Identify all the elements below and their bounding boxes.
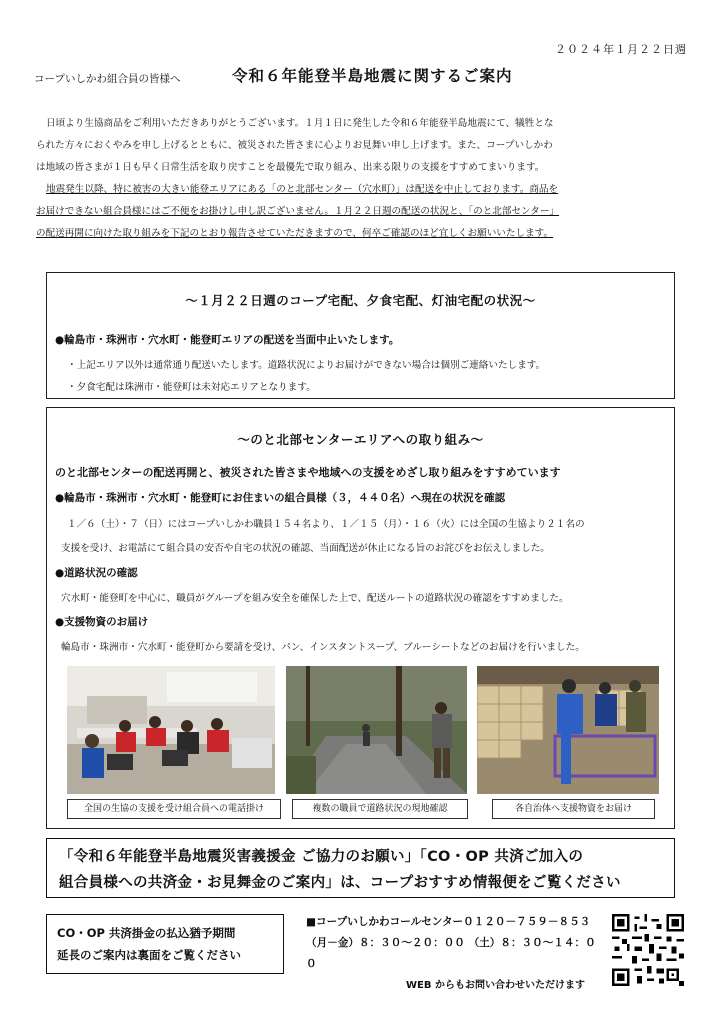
intro-line: は地域の皆さまが１日も早く日常生活を取り戻すことを最優先で取り組み、出来る限りの支援をすすめてまいります。 [36, 162, 545, 173]
intro-paragraph [36, 113, 692, 245]
intro-line: の配送再開に向けた取り組みを下記のとおり報告させていただきますので、何卒ご確認のほど宜しくお願いいたします。 [36, 228, 554, 239]
intro-line: 日頃より生協商品をご利用いただきありがとうございます。１月１日に発生した令和６年能登半島地震にて、犠牲とな [46, 118, 554, 129]
bullet-heading: ●輪島市・珠洲市・穴水町・能登町エリアの配送を当面中止いたします。 [55, 334, 400, 346]
banner-line: 組合員様への共済金・お見舞金のご案内」は、コープおすすめ情報便をご覧ください [59, 875, 621, 891]
body-line: 支援を受け、お電話にて組合員の安否や自宅の状況の確認、当面配送が休止になる旨のお詫びをお伝えしました。 [61, 543, 550, 554]
photo-caption: 各自治体へ支援物資をお届け [492, 799, 655, 819]
lead-text: のと北部センターの配送再開と、被災された皆さまや地域への支援をめざし取り組みをすすめています [55, 466, 561, 479]
intro-line: られた方々におくやみを申し上げるとともに、被災された皆さまに心よりお見舞い申し上げます。また、コープいしかわ [36, 140, 553, 151]
call-center-info [306, 912, 606, 996]
banner-line: 「令和６年能登半島地震災害義援金 ご協力のお願い」「CO・OP 共済ご加入の [59, 849, 584, 865]
call-center-photo [67, 666, 275, 794]
supply-delivery-photo [477, 666, 659, 794]
note-line: ・上記エリア以外は通常通り配送いたします。道路状況によりお届けができない場合は個別ご連絡いたします。 [67, 360, 546, 371]
bullet-heading: ●道路状況の確認 [55, 567, 138, 579]
addressee: コープいしかわ組合員の皆様へ [34, 73, 181, 85]
bullet-heading: ●支援物資のお届け [55, 616, 149, 628]
body-line: 輪島市・珠洲市・穴水町・能登町から要請を受け、パン、インスタントスープ、ブルーシートなどのお届けを行いました。 [61, 642, 585, 653]
notice-line: CO・OP 共済掛金の払込猶予期間 [57, 926, 236, 940]
road-check-photo [286, 666, 467, 794]
business-hours: （月－金）８：３０～２０：００ （土）８：３０～１４：００ [306, 937, 596, 970]
notice-line: 延長のご案内は裏面をご覧ください [57, 948, 241, 962]
phone-number[interactable]: ■コープいしかわコールセンター０１２０－７５９－８５３ [306, 916, 591, 928]
qr-code-icon[interactable] [612, 914, 684, 986]
noto-center-box [46, 407, 675, 829]
photo-caption: 全国の生協の支援を受け組合員への電話掛け [67, 799, 281, 819]
body-line: 穴水町・能登町を中心に、職員がグループを組み安全を確保した上で、配送ルートの道路状況の確認をすすめました。 [61, 593, 569, 604]
note-line: ・夕食宅配は珠洲市・能登町は未対応エリアとなります。 [67, 382, 316, 393]
donation-info-banner [46, 838, 675, 898]
intro-line: 地震発生以降、特に被害の大きい能登エリアにある「のと北部センター（穴水町）」は配送を中止しております。商品を [46, 184, 559, 195]
section-title: ～１月２２日週のコープ宅配、夕食宅配、灯油宅配の状況～ [185, 293, 536, 308]
intro-line: お届けできない組合員様にはご不便をお掛けし申し訳ございません。１月２２日週の配送の状況と、「のと北部センター」 [36, 206, 560, 217]
section-title: ～のと北部センターエリアへの取り組み～ [237, 432, 484, 447]
body-line: １／６（土）・７（日）にはコープいしかわ職員１５４名より、１／１５（月）・１６（火）には全国の生協より２１名の [67, 519, 585, 530]
delivery-status-box [46, 272, 675, 399]
payment-grace-notice [46, 914, 284, 974]
issue-date: ２０２４年１月２２日週 [555, 43, 687, 56]
bullet-heading: ●輪島市・珠洲市・穴水町・能登町にお住まいの組合員様（３，４４０名）へ現在の状況を確認 [55, 492, 506, 504]
photo-caption: 複数の職員で道路状況の現地確認 [292, 799, 468, 819]
document-title: 令和６年能登半島地震に関するご案内 [232, 67, 513, 85]
web-contact-note: WEB からもお問い合わせいただけます [406, 980, 585, 991]
